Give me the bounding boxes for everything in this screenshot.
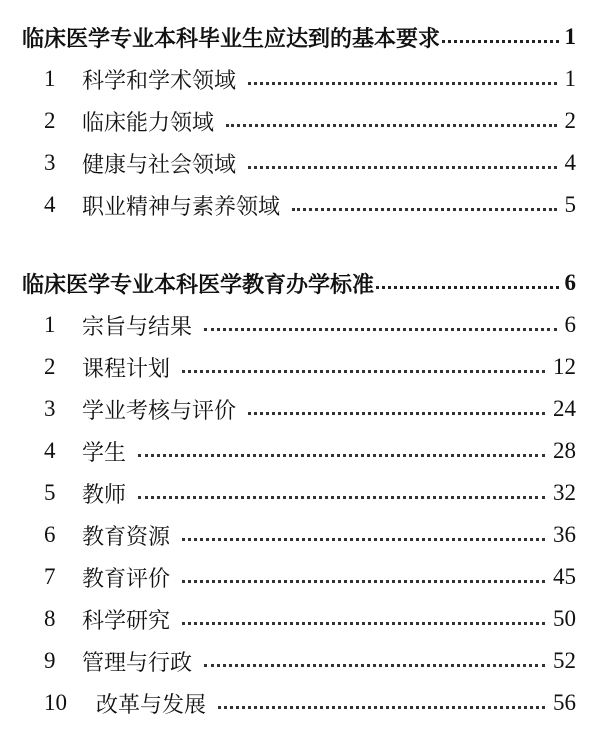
- toc-item-page: 1: [564, 66, 576, 91]
- dot-leader: [226, 124, 556, 127]
- toc-item[interactable]: [0, 514, 600, 556]
- toc-item-number: 3: [44, 150, 56, 175]
- dot-leader: [218, 706, 545, 709]
- toc-heading[interactable]: [0, 262, 600, 304]
- toc-heading-title: 临床医学专业本科医学教育办学标准: [22, 272, 375, 298]
- toc-item[interactable]: [0, 640, 600, 682]
- toc-item-page: 12: [553, 354, 576, 379]
- toc-item-page: 5: [564, 192, 576, 217]
- toc-section-education-standards: [0, 262, 600, 724]
- toc-item-number: 9: [44, 648, 56, 673]
- toc-item-page: 45: [553, 564, 576, 589]
- dot-leader: [182, 370, 545, 373]
- dot-leader: [182, 580, 545, 583]
- toc-item-page: 6: [564, 312, 576, 337]
- toc-item[interactable]: [0, 472, 600, 514]
- toc-item-label: 学业考核与评价: [82, 398, 237, 424]
- toc-item[interactable]: [0, 388, 600, 430]
- dot-leader: [248, 82, 556, 85]
- toc-item[interactable]: [0, 682, 600, 724]
- toc-item[interactable]: [0, 304, 600, 346]
- toc-item-number: 3: [44, 396, 56, 421]
- toc-item-label: 学生: [82, 440, 127, 466]
- toc-item-number: 6: [44, 522, 56, 547]
- dot-leader: [442, 40, 558, 43]
- toc-item-page: 52: [553, 648, 576, 673]
- toc-item-label: 改革与发展: [96, 692, 207, 718]
- dot-leader: [204, 664, 545, 667]
- toc-item-page: 2: [564, 108, 576, 133]
- dot-leader: [248, 166, 556, 169]
- toc-item-label: 宗旨与结果: [82, 314, 193, 340]
- toc-heading-title: 临床医学专业本科毕业生应达到的基本要求: [22, 26, 441, 52]
- toc-item-label: 职业精神与素养领域: [82, 194, 281, 220]
- toc-item[interactable]: [0, 598, 600, 640]
- dot-leader: [292, 208, 556, 211]
- dot-leader: [138, 454, 545, 457]
- toc-item[interactable]: [0, 556, 600, 598]
- toc-item-number: 10: [44, 690, 67, 715]
- toc-item-label: 科学和学术领域: [82, 68, 237, 94]
- toc-item-number: 7: [44, 564, 56, 589]
- toc-item-page: 32: [553, 480, 576, 505]
- toc-heading[interactable]: [0, 16, 600, 58]
- toc-item-label: 科学研究: [82, 608, 171, 634]
- toc-item-page: 24: [553, 396, 576, 421]
- toc-item-number: 2: [44, 108, 56, 133]
- dot-leader: [248, 412, 545, 415]
- toc-item-label: 健康与社会领域: [82, 152, 237, 178]
- toc-item-label: 课程计划: [82, 356, 171, 382]
- toc-item-label: 临床能力领域: [82, 110, 215, 136]
- toc-item-page: 4: [564, 150, 576, 175]
- toc-section-basic-requirements: [0, 16, 600, 226]
- toc-heading-page: 6: [564, 270, 576, 295]
- toc-item[interactable]: [0, 346, 600, 388]
- toc-item-label: 教育评价: [82, 566, 171, 592]
- toc-item-number: 5: [44, 480, 56, 505]
- toc-item-page: 56: [553, 690, 576, 715]
- toc-item-number: 4: [44, 438, 56, 463]
- dot-leader: [138, 496, 545, 499]
- toc-item[interactable]: [0, 58, 600, 100]
- toc-item-number: 1: [44, 66, 56, 91]
- toc-item-number: 8: [44, 606, 56, 631]
- toc-item-label: 教师: [82, 482, 127, 508]
- toc-item[interactable]: [0, 184, 600, 226]
- toc-item[interactable]: [0, 100, 600, 142]
- dot-leader: [182, 622, 545, 625]
- toc-heading-page: 1: [564, 24, 576, 49]
- toc-item-label: 管理与行政: [82, 650, 193, 676]
- toc-item-number: 4: [44, 192, 56, 217]
- toc-item-page: 50: [553, 606, 576, 631]
- dot-leader: [182, 538, 545, 541]
- toc-item[interactable]: [0, 142, 600, 184]
- dot-leader: [376, 286, 558, 289]
- toc-item[interactable]: [0, 430, 600, 472]
- toc-item-number: 2: [44, 354, 56, 379]
- toc-item-page: 36: [553, 522, 576, 547]
- toc-item-label: 教育资源: [82, 524, 171, 550]
- dot-leader: [204, 328, 556, 331]
- toc-item-page: 28: [553, 438, 576, 463]
- toc-item-number: 1: [44, 312, 56, 337]
